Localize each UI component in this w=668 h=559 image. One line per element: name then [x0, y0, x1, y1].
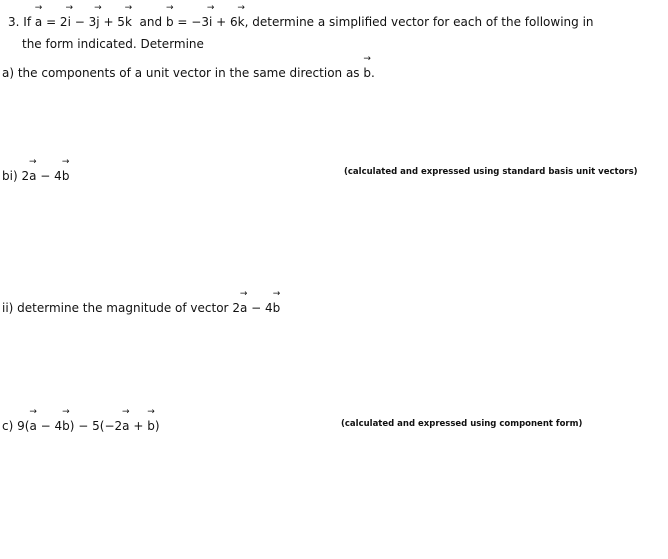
part-c-vector-b: → b: [62, 415, 70, 434]
part-bii-text: ii) determine the magnitude of vector: [2, 301, 229, 315]
part-a-vector-b: → b: [363, 62, 371, 81]
part-c-pre: 9(: [17, 419, 30, 433]
part-bii-op: − 4: [251, 301, 273, 315]
intro-if: If: [23, 15, 32, 29]
part-bi-label: bi): [2, 169, 18, 183]
vector-a-minus-3: − 3: [74, 15, 97, 29]
part-c-op1: − 4: [40, 419, 63, 433]
part-c-label: c): [2, 419, 14, 433]
unit-vector-i: → i: [68, 11, 71, 30]
part-bi-coef: 2: [21, 169, 30, 183]
unit-vector-j: → j: [96, 11, 99, 30]
part-c-end: ): [154, 419, 160, 433]
vector-b: → b: [166, 11, 174, 30]
part-bii-vector-a: → a: [240, 297, 247, 316]
part-c-vector-a: → a: [29, 415, 36, 434]
part-a-end: .: [371, 66, 375, 80]
part-c-mid: ) − 5(−2: [69, 419, 123, 433]
part-bi-vector-a: → a: [29, 165, 36, 184]
part-bi-note: (calculated and expressed using standard basis unit vectors): [344, 167, 638, 177]
part-c-note: (calculated and expressed using component form): [341, 419, 583, 429]
part-bii-vector-b: → b: [273, 297, 281, 316]
vector-b-plus-6: + 6: [216, 15, 238, 29]
vector-a-plus-5: + 5: [103, 15, 125, 29]
part-bi-op: − 4: [40, 169, 62, 183]
part-c-vector-a2: → a: [122, 415, 129, 434]
unit-vector-i: → i: [209, 11, 212, 30]
part-c-vector-b2: → b: [147, 415, 155, 434]
vector-a: → a: [35, 11, 42, 30]
vector-a-eq: = 2: [46, 15, 68, 29]
question-intro-line2: the form indicated. Determine: [22, 37, 204, 51]
unit-vector-k: → k: [125, 11, 132, 30]
part-bi: [2, 165, 69, 184]
question-number: 3.: [8, 15, 20, 29]
intro-tail: , determine a simplified vector for each of the following in: [244, 15, 594, 29]
part-a: [2, 62, 375, 81]
intro-and: and: [139, 15, 163, 29]
part-bii: [2, 297, 280, 316]
part-bii-coef: 2: [232, 301, 240, 315]
part-bi-vector-b: → b: [62, 165, 70, 184]
part-a-text: a) the components of a unit vector in the same direction as: [2, 66, 360, 80]
question-intro: [8, 11, 594, 30]
part-c: [2, 415, 160, 434]
unit-vector-k: → k: [238, 11, 245, 30]
vector-b-eq: = −3: [177, 15, 209, 29]
part-c-op2: +: [133, 419, 144, 433]
